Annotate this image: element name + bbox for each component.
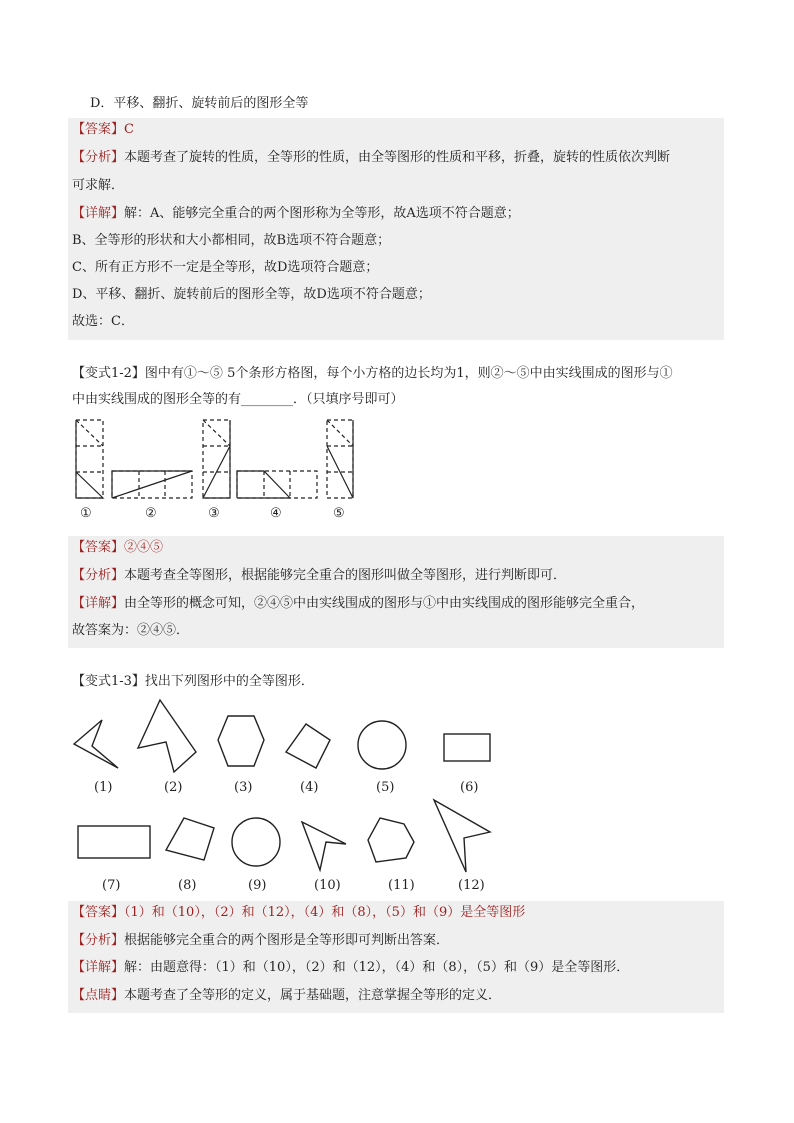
shape-label-8: (8) (178, 878, 197, 893)
shape-label-11: (11) (388, 878, 415, 893)
shape-label-7: (7) (102, 878, 121, 893)
detail-text: 解：A、能够完全重合的两个图形称为全等形，故A选项不符合题意； (124, 206, 520, 221)
shape-label-3: (3) (234, 780, 253, 795)
q1-detail-b: B、全等形的形状和大小都相同，故B选项不符合题意； (72, 233, 391, 248)
shape-label-10: (10) (314, 878, 341, 893)
analysis-tag: 【分析】 (72, 933, 125, 948)
answer-value: C (124, 122, 134, 137)
q1-conclusion: 故选：C． (72, 314, 134, 329)
detail-tag: 【详解】 (72, 206, 125, 221)
q1-detail-d: D、平移、翻折、旋转前后的图形全等，故D选项不符合题意； (72, 287, 431, 302)
detail-tag: 【详解】 (72, 960, 125, 975)
analysis-text: 本题考查了旋转的性质，全等形的性质，由全等图形的性质和平移，折叠，旋转的性质依次判断 (124, 150, 671, 165)
q1-answer (72, 120, 134, 140)
answer-value: （1）和（10），（2）和（12），（4）和（8），（5）和（9）是全等图形 (124, 905, 526, 920)
q3-answer (72, 903, 525, 923)
analysis-tag: 【分析】 (72, 150, 125, 165)
figure-label-2: ② (145, 506, 157, 521)
answer-tag: 【答案】 (72, 540, 125, 555)
detail-text: 由全等形的概念可知，②④⑤中由实线围成的图形与①中由实线围成的图形能够完全重合， (124, 596, 645, 611)
q2-question-cont: 中由实线围成的图形全等的有________．（只填序号即可） (72, 392, 404, 407)
shape-label-4: (4) (300, 780, 319, 795)
q2-question: 【变式1-2】图中有①～⑤ 5个条形方格图，每个小方格的边长均为1，则②～⑤中由实线围成的图形与① (72, 366, 673, 381)
figure-label-5: ⑤ (333, 506, 345, 521)
analysis-tag: 【分析】 (72, 568, 125, 583)
figure-label-4: ④ (270, 506, 282, 521)
figure-label-1: ① (80, 506, 92, 521)
shape-label-2: (2) (164, 780, 183, 795)
shapes-figure (70, 696, 510, 896)
comment-text: 本题考查了全等形的定义，属于基础题，注意掌握全等形的定义． (124, 988, 502, 1003)
q1-detail-c: C、所有正方形不一定是全等形，故D选项符合题意； (72, 260, 379, 275)
q2-conclusion: 故答案为：②④⑤． (72, 623, 190, 638)
comment-tag: 【点睛】 (72, 988, 125, 1003)
figure-label-3: ③ (208, 506, 220, 521)
detail-text: 解：由题意得：（1）和（10），（2）和（12），（4）和（8），（5）和（9）是全等图形． (124, 960, 630, 975)
q2-answer (72, 538, 163, 558)
q2-analysis (72, 566, 566, 586)
q3-detail (72, 958, 629, 978)
analysis-text: 根据能够完全重合的两个图形是全等形即可判断出答案． (124, 933, 450, 948)
q3-analysis (72, 931, 449, 951)
shape-label-6: (6) (460, 780, 479, 795)
strip-grid-figures (70, 414, 370, 524)
q1-analysis-cont: 可求解． (72, 178, 125, 193)
shape-label-1: (1) (94, 780, 113, 795)
answer-value: ②④⑤ (124, 540, 164, 555)
q1-detail (72, 204, 520, 224)
q2-detail (72, 594, 644, 614)
shape-label-9: (9) (248, 878, 267, 893)
shape-label-12: (12) (458, 878, 485, 893)
answer-tag: 【答案】 (72, 122, 125, 137)
q3-question: 【变式1-3】找出下列图形中的全等图形． (72, 674, 314, 689)
shape-label-5: (5) (376, 780, 395, 795)
detail-tag: 【详解】 (72, 596, 125, 611)
analysis-text: 本题考查全等图形，根据能够完全重合的图形叫做全等图形，进行判断即可． (124, 568, 567, 583)
option-d: D．平移、翻折、旋转前后的图形全等 (90, 96, 309, 111)
answer-tag: 【答案】 (72, 905, 125, 920)
q3-comment (72, 986, 501, 1006)
q1-analysis (72, 148, 670, 168)
